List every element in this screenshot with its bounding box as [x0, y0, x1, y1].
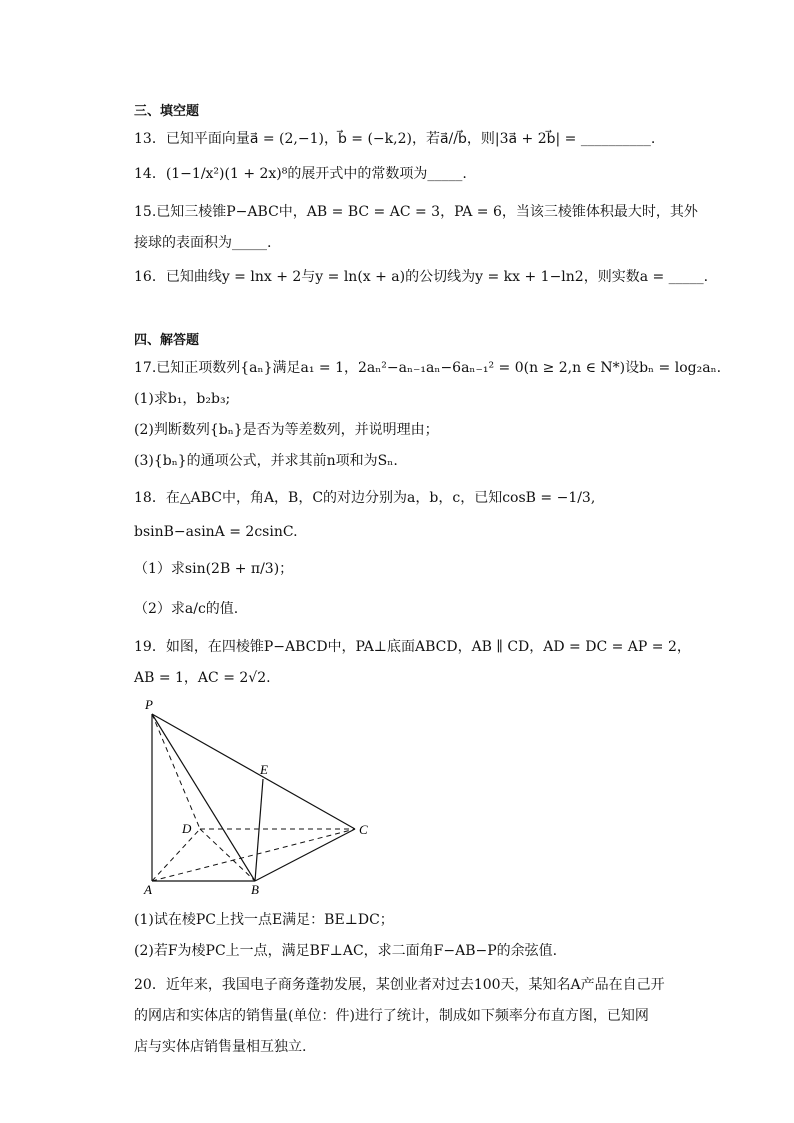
- question-18-part-1: （1）求sin(2B + π/3)；: [134, 561, 294, 577]
- question-18-line-2: bsinB−asinA = 2csinC.: [134, 524, 298, 540]
- label-a: A: [144, 882, 152, 896]
- diagonal-ac: [152, 829, 355, 881]
- segment-be: [255, 779, 263, 881]
- question-19-part-1: (1)试在棱PC上找一点E满足：BE⊥DC；: [134, 912, 394, 928]
- question-19-part-2: (2)若F为棱PC上一点，满足BF⊥AC，求二面角F−AB−P的余弦值.: [134, 943, 558, 959]
- edge-bc: [255, 829, 355, 881]
- edge-ad: [152, 829, 200, 881]
- edge-pb: [152, 714, 255, 881]
- question-14: 14．(1−1/x²)(1 + 2x)⁸的展开式中的常数项为_____.: [134, 166, 467, 182]
- label-e: E: [260, 762, 268, 777]
- edge-pd: [152, 714, 200, 829]
- question-17-part-2: (2)判断数列{bₙ}是否为等差数列，并说明理由；: [134, 422, 439, 438]
- question-20-line-1: 20．近年来，我国电子商务蓬勃发展，某创业者对过去100天，某知名A产品在自己开: [134, 977, 665, 993]
- pyramid-figure: [140, 696, 380, 896]
- question-18-part-2: （2）求a/c的值.: [134, 601, 239, 617]
- label-c: C: [359, 822, 368, 837]
- label-p: P: [145, 697, 153, 712]
- question-18-line-1: 18．在△ABC中，角A，B，C的对边分别为a，b，c，已知cosB = −1/3,: [134, 490, 596, 506]
- label-b: B: [251, 882, 259, 896]
- question-17-part-3: (3){bₙ}的通项公式，并求其前n项和为Sₙ.: [134, 453, 398, 469]
- section-3-title: 三、填空题: [134, 104, 200, 119]
- question-17-part-1: (1)求b₁，b₂b₃;: [134, 391, 231, 407]
- label-d: D: [182, 821, 192, 836]
- question-13: 13．已知平面向量a⃗ = (2,−1)，b⃗ = (−k,2)，若a⃗//b⃗，则|3a⃗ + 2b⃗| = __________.: [134, 131, 656, 147]
- question-20-line-3: 店与实体店销售量相互独立.: [134, 1039, 307, 1055]
- question-16: 16．已知曲线y = lnx + 2与y = ln(x + a)的公切线为y = kx + 1−ln2，则实数a = _____.: [134, 269, 709, 285]
- question-15-line-1: 15.已知三棱锥P−ABC中，AB = BC = AC = 3，PA = 6，当该三棱锥体积最大时，其外: [134, 204, 698, 220]
- question-15-line-2: 接球的表面积为_____.: [134, 235, 272, 251]
- question-19-line-2: AB = 1，AC = 2√2.: [134, 670, 271, 686]
- question-17-line-1: 17.已知正项数列{aₙ}满足a₁ = 1，2aₙ²−aₙ₋₁aₙ−6aₙ₋₁² = 0(n ≥ 2,n ∈ N*)设bₙ = log₂aₙ.: [134, 360, 722, 376]
- question-20-line-2: 的网店和实体店的销售量(单位：件)进行了统计，制成如下频率分布直方图，已知网: [134, 1008, 649, 1024]
- question-19-line-1: 19．如图，在四棱锥P−ABCD中，PA⊥底面ABCD，AB ∥ CD，AD = DC = AP = 2，: [134, 639, 691, 655]
- section-4-title: 四、解答题: [134, 333, 200, 348]
- edge-pc: [152, 714, 355, 829]
